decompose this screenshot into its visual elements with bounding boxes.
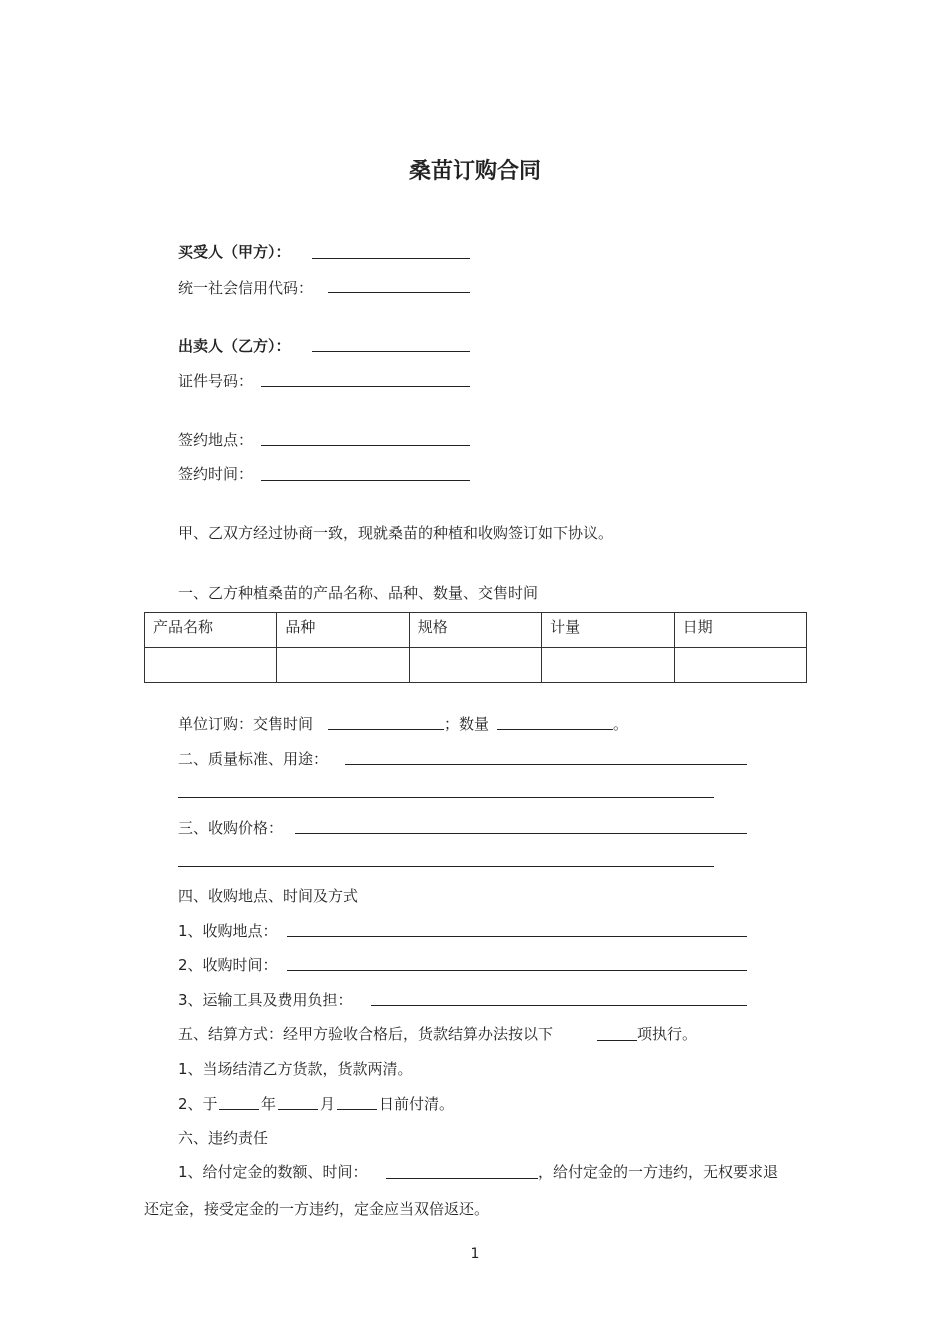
buyer-blank[interactable]: [312, 258, 470, 259]
deposit-clause-line-2: 还定金，接受定金的一方违约，定金应当双倍返还。: [144, 1200, 490, 1218]
id-number-blank[interactable]: [261, 386, 470, 387]
transport-cost-label: 3、运输工具及费用负担：: [178, 991, 353, 1009]
day-blank[interactable]: [337, 1109, 377, 1110]
price-blank-line-2[interactable]: [178, 866, 714, 867]
quantity-blank[interactable]: [497, 729, 613, 730]
table-header-cell: 日期: [674, 613, 806, 648]
intro-paragraph: 甲、乙双方经过协商一致，现就桑苗的种植和收购签订如下协议。: [178, 524, 614, 542]
quality-blank-line-2[interactable]: [178, 797, 714, 798]
product-table: [144, 612, 807, 683]
settlement-option-2-prefix: 2、于: [178, 1095, 218, 1113]
year-label: 年: [261, 1095, 277, 1113]
page-number: 1: [470, 1246, 480, 1262]
section-6-heading: 六、违约责任: [178, 1129, 269, 1147]
sign-place-label: 签约地点：: [178, 431, 254, 449]
unit-order-suffix: 。: [613, 715, 629, 733]
purchase-place-blank[interactable]: [287, 936, 747, 937]
seller-label: 出卖人（乙方）：: [178, 337, 291, 355]
section-5-suffix: 项执行。: [637, 1025, 698, 1043]
seller-blank[interactable]: [312, 351, 470, 352]
table-header-cell: 产品名称: [145, 613, 277, 648]
section-4-heading: 四、收购地点、时间及方式: [178, 887, 359, 905]
section-5-prefix: 五、结算方式：经甲方验收合格后，货款结算办法按以下: [178, 1025, 554, 1043]
document-title: 桑苗订购合同: [408, 159, 541, 184]
deposit-clause-prefix: 1、给付定金的数额、时间：: [178, 1163, 368, 1181]
table-cell[interactable]: [145, 648, 277, 683]
table-header-row: [145, 613, 807, 648]
year-blank[interactable]: [219, 1109, 259, 1110]
month-blank[interactable]: [278, 1109, 318, 1110]
table-row: [145, 648, 807, 683]
section-3-heading: 三、收购价格：: [178, 819, 284, 837]
table-header-cell: 计量: [542, 613, 674, 648]
id-number-label: 证件号码：: [178, 372, 254, 390]
table-cell[interactable]: [542, 648, 674, 683]
unit-order-middle: ；数量: [444, 715, 490, 733]
purchase-time-blank[interactable]: [287, 970, 747, 971]
deposit-blank[interactable]: [386, 1178, 538, 1179]
settlement-option-1: 1、当场结清乙方货款，货款两清。: [178, 1060, 413, 1078]
month-label: 月: [320, 1095, 336, 1113]
sign-place-blank[interactable]: [261, 445, 470, 446]
unit-order-prefix: 单位订购：交售时间: [178, 715, 314, 733]
transport-cost-blank[interactable]: [371, 1005, 747, 1006]
table-header-cell: 规格: [409, 613, 541, 648]
quality-blank-line-1[interactable]: [345, 764, 747, 765]
sign-time-label: 签约时间：: [178, 465, 254, 483]
table-header-cell: 品种: [277, 613, 409, 648]
credit-code-blank[interactable]: [328, 292, 470, 293]
delivery-time-blank[interactable]: [328, 729, 444, 730]
settlement-option-2-suffix: 日前付清。: [379, 1095, 455, 1113]
deposit-clause-suffix: ，给付定金的一方违约，无权要求退: [538, 1163, 779, 1181]
settlement-option-blank[interactable]: [597, 1040, 637, 1041]
price-blank-line-1[interactable]: [295, 833, 747, 834]
table-cell[interactable]: [674, 648, 806, 683]
purchase-place-label: 1、收购地点：: [178, 922, 278, 940]
section-2-heading: 二、质量标准、用途：: [178, 750, 329, 768]
credit-code-label: 统一社会信用代码：: [178, 279, 314, 297]
sign-time-blank[interactable]: [261, 480, 470, 481]
purchase-time-label: 2、收购时间：: [178, 956, 278, 974]
table-cell[interactable]: [409, 648, 541, 683]
buyer-label: 买受人（甲方）：: [178, 243, 291, 261]
table-cell[interactable]: [277, 648, 409, 683]
section-1-heading: 一、乙方种植桑苗的产品名称、品种、数量、交售时间: [178, 584, 539, 602]
